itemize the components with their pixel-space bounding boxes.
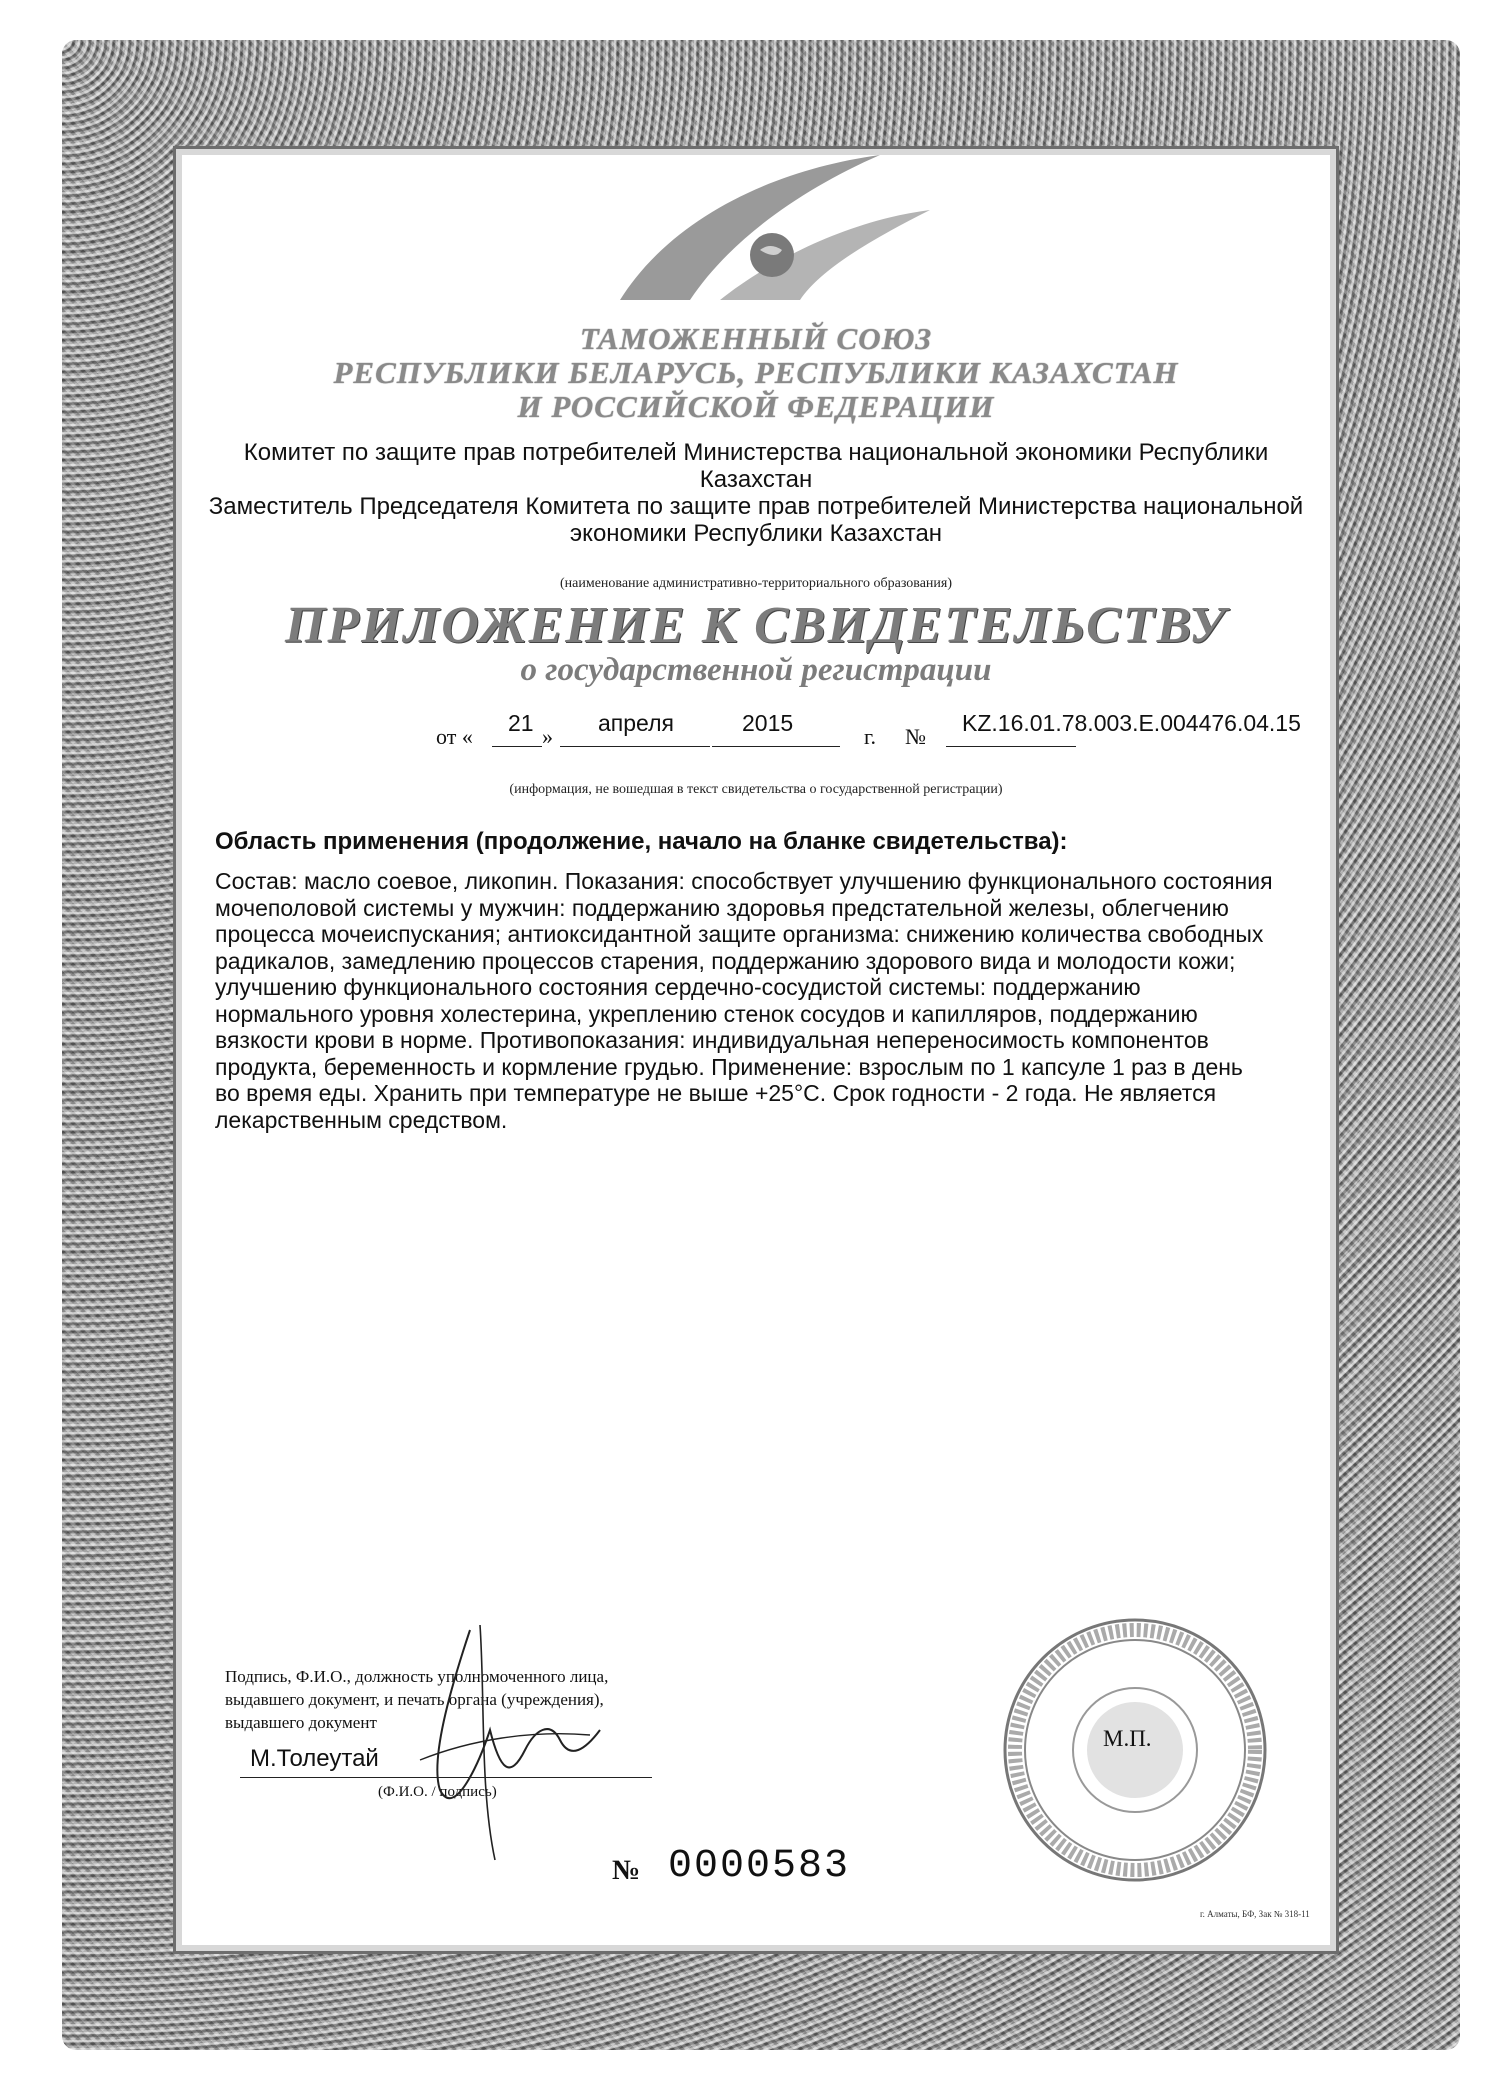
- header-line-1: ТАМОЖЕННЫЙ СОЮЗ: [579, 321, 933, 356]
- document-subtitle: о государственной регистрации: [520, 652, 992, 688]
- date-from-label: от «: [436, 724, 473, 749]
- section-heading: Область применения (продолжение, начало на бланке свидетельства):: [215, 828, 1068, 855]
- customs-union-emblem-icon: [600, 150, 940, 320]
- deputy-line-1: Заместитель Председателя Комитета по защите прав потребителей Министерства национальной: [208, 493, 1304, 520]
- number-sign: №: [905, 724, 926, 749]
- body-line: Состав: масло соевое, ликопин. Показания: способствует улучшению функционального состояния: [215, 868, 1273, 894]
- header-line-3: И РОССИЙСКОЙ ФЕДЕРАЦИИ: [517, 389, 995, 424]
- body-line: вязкости крови в норме. Противопоказания: индивидуальная непереносимость компонентов: [215, 1027, 1209, 1053]
- date-day: 21: [508, 710, 534, 736]
- info-caption: (информация, не вошедшая в текст свидетельства о государственной регистрации): [509, 782, 1003, 797]
- month-underline: [560, 746, 710, 747]
- signer-name: М.Толеутай: [250, 1745, 379, 1772]
- body-line: во время еды. Хранить при температуре не выше +25°С. Срок годности - 2 года. Не является: [215, 1080, 1217, 1106]
- signature-label-line: выдавшего документ, и печать органа (учреждения),: [225, 1690, 604, 1709]
- number-underline: [946, 746, 1076, 747]
- body-line: нормального уровня холестерина, укреплению стенок сосудов и капилляров, поддержанию: [215, 1000, 1198, 1027]
- handwritten-signature-icon: [410, 1610, 610, 1870]
- body-line: процесса мочеиспускания; антиоксидантной защите организма: снижению количества свободных: [215, 921, 1264, 947]
- print-note: г. Алматы, БФ, Зак № 318-11: [1200, 1909, 1310, 1919]
- committee-line-2: Казахстан: [699, 466, 813, 493]
- year-suffix: г.: [864, 724, 877, 749]
- form-number-sign: №: [612, 1855, 641, 1886]
- body-line: радикалов, замедлению процессов старения, поддержанию здорового вида и молодости кожи;: [215, 947, 1236, 974]
- stamp-label: М.П.: [1103, 1726, 1152, 1751]
- day-underline: [492, 746, 542, 747]
- name-caption: (Ф.И.О. / подпись): [378, 1784, 497, 1800]
- date-year: 2015: [742, 710, 794, 736]
- body-line: продукта, беременность и кормление грудью. Применение: взрослым по 1 капсуле 1 раз в день: [215, 1053, 1243, 1080]
- date-month: апреля: [598, 710, 674, 736]
- form-number: 0000583: [668, 1844, 851, 1889]
- body-line: лекарственным средством.: [215, 1106, 508, 1133]
- year-underline: [712, 746, 840, 747]
- signature-label-line: Подпись, Ф.И.О., должность уполномоченного лица,: [225, 1667, 609, 1686]
- body-line: улучшению функционального состояния сердечно-сосудистой системы: поддержанию: [215, 974, 1141, 1000]
- deputy-line-2: экономики Республики Казахстан: [569, 520, 943, 547]
- body-line: мочеполовой системы у мужчин: поддержанию здоровья предстательной железы, облегчению: [215, 894, 1229, 921]
- date-quote-close: »: [542, 724, 553, 749]
- document-title: ПРИЛОЖЕНИЕ К СВИДЕТЕЛЬСТВУ: [284, 597, 1228, 654]
- registration-number: KZ.16.01.78.003.E.004476.04.15: [962, 710, 1301, 736]
- authority-caption: (наименование административно-территориального образования): [559, 576, 953, 591]
- header-line-2: РЕСПУБЛИКИ БЕЛАРУСЬ, РЕСПУБЛИКИ КАЗАХСТАН: [333, 355, 1179, 390]
- body-text: [215, 868, 1330, 1133]
- signature-label-line: выдавшего документ: [225, 1713, 377, 1732]
- committee-line-1: Комитет по защите прав потребителей Министерства национальной экономики Республики: [243, 439, 1269, 466]
